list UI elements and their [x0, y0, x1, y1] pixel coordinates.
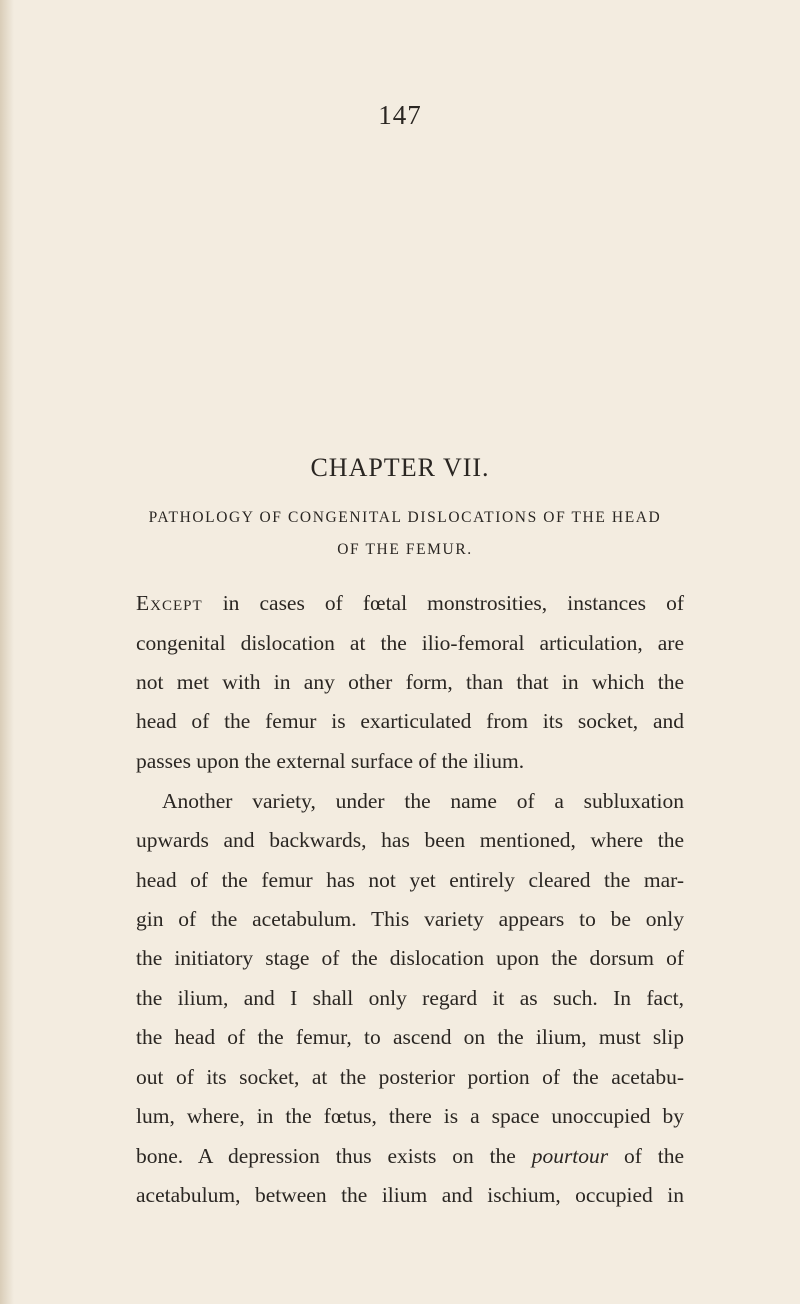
text-line: not met with in any other form, than that in which the	[136, 670, 684, 694]
text-span: in cases of fœtal monstrosities, instances of	[202, 591, 684, 615]
text-line: passes upon the external surface of the ilium.	[136, 749, 525, 773]
text-span: bone. A depression thus exists on the	[136, 1144, 532, 1168]
text-line: head of the femur is exarticulated from its socket, and	[136, 709, 684, 733]
text-line: the ilium, and I shall only regard it as such. In fact,	[136, 986, 684, 1010]
text-line: the initiatory stage of the dislocation upon the dorsum of	[136, 946, 684, 970]
lead-word: Except	[136, 591, 203, 615]
text-line	[136, 591, 684, 627]
text-line: Another variety, under the name of a subluxation	[162, 789, 684, 813]
page-number: 147	[378, 100, 422, 130]
text-line: congenital dislocation at the ilio-femoral articulation, are	[136, 631, 684, 655]
text-line: upwards and backwards, has been mentioned, where the	[136, 828, 684, 852]
page-edge-shadow	[0, 0, 14, 1304]
text-line: lum, where, in the fœtus, there is a space unoccupied by	[136, 1104, 684, 1128]
italic-term: pourtour	[531, 1144, 609, 1168]
text-line: the head of the femur, to ascend on the ilium, must slip	[136, 1025, 684, 1049]
text-line: gin of the acetabulum. This variety appears to be only	[136, 907, 684, 931]
text-line: acetabulum, between the ilium and ischium, occupied in	[136, 1183, 684, 1207]
chapter-subtitle-line-2: OF THE FEMUR.	[337, 541, 473, 558]
chapter-subtitle-line-1: PATHOLOGY OF CONGENITAL DISLOCATIONS OF THE HEAD	[148, 509, 662, 526]
text-line: head of the femur has not yet entirely cleared the mar-	[136, 868, 684, 892]
chapter-title: CHAPTER VII.	[310, 453, 490, 482]
text-span: of the	[608, 1144, 684, 1168]
text-line: out of its socket, at the posterior portion of the acetabu-	[136, 1065, 684, 1089]
text-line	[136, 1144, 684, 1180]
